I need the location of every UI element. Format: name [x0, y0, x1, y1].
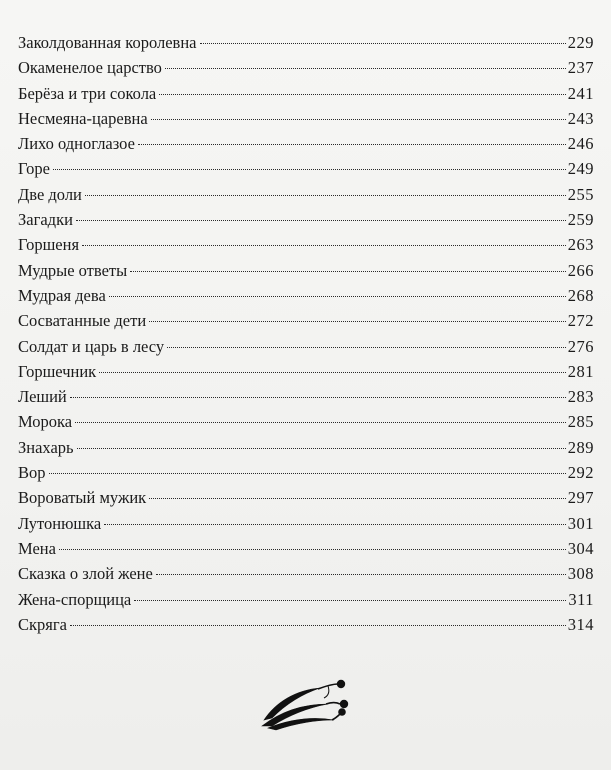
toc-entry[interactable] [18, 283, 594, 308]
toc-entry-page: 241 [567, 83, 594, 103]
dot-leader [59, 549, 566, 550]
dot-leader [76, 220, 566, 221]
toc-entry-title: Сказка о злой жене [18, 564, 153, 584]
toc-entry[interactable] [18, 207, 594, 232]
dot-leader [70, 625, 566, 626]
toc-entry[interactable] [18, 156, 594, 181]
toc-entry-page: 249 [567, 159, 594, 179]
toc-entry-title: Загадки [18, 210, 73, 230]
toc-entry-page: 255 [567, 184, 594, 204]
dot-leader [200, 43, 566, 44]
dot-leader [149, 498, 566, 499]
toc-entry[interactable] [18, 106, 594, 131]
toc-entry-page: 243 [567, 108, 594, 128]
dot-leader [167, 347, 566, 348]
toc-entry-title: Морока [18, 412, 73, 432]
dot-leader [75, 422, 566, 423]
toc-entry-page: 314 [567, 614, 594, 634]
toc-entry-title: Скряга [18, 614, 67, 634]
toc-entry-page: 297 [567, 488, 594, 508]
toc-entry-page: 285 [567, 412, 594, 432]
dot-leader [134, 600, 566, 601]
toc-entry-title: Сосватанные дети [18, 311, 147, 331]
toc-entry-page: 311 [568, 589, 594, 609]
toc-entry-page: 268 [567, 285, 594, 305]
toc-entry[interactable] [18, 30, 594, 55]
toc-entry[interactable] [18, 308, 594, 333]
toc-entry[interactable] [18, 587, 594, 612]
dot-leader [99, 372, 566, 373]
dot-leader [49, 473, 566, 474]
toc-entry-title: Солдат и царь в лесу [18, 336, 165, 356]
dot-leader [165, 68, 566, 69]
table-of-contents [18, 30, 594, 637]
toc-entry[interactable] [18, 561, 594, 586]
dot-leader [138, 144, 566, 145]
toc-entry-page: 246 [567, 134, 594, 154]
toc-entry[interactable] [18, 131, 594, 156]
dot-leader [53, 169, 566, 170]
toc-entry-page: 263 [567, 235, 594, 255]
toc-entry-title: Две доли [18, 184, 82, 204]
toc-entry-page: 259 [567, 210, 594, 230]
toc-entry[interactable] [18, 409, 594, 434]
toc-entry[interactable] [18, 334, 594, 359]
dot-leader [149, 321, 566, 322]
dot-leader [70, 397, 566, 398]
toc-entry[interactable] [18, 435, 594, 460]
toc-entry-page: 292 [567, 463, 594, 483]
dot-leader [82, 245, 566, 246]
toc-entry-title: Заколдованная королевна [18, 33, 197, 52]
toc-entry-page: 281 [567, 361, 594, 381]
toc-entry-title: Вор [18, 463, 46, 483]
toc-entry[interactable] [18, 359, 594, 384]
dot-leader [85, 195, 566, 196]
toc-entry-title: Вороватый мужик [18, 488, 147, 508]
toc-entry-title: Окаменелое царство [18, 58, 162, 78]
toc-entry-page: 266 [567, 260, 594, 280]
dot-leader [104, 524, 566, 525]
toc-entry-title: Горшечник [18, 361, 97, 381]
toc-entry-page: 308 [567, 564, 594, 584]
toc-entry-page: 229 [567, 33, 594, 52]
toc-entry-title: Берёза и три сокола [18, 83, 157, 103]
toc-entry-title: Мудрые ответы [18, 260, 128, 280]
toc-entry-title: Лихо одноглазое [18, 134, 135, 154]
toc-entry[interactable] [18, 384, 594, 409]
toc-entry[interactable] [18, 485, 594, 510]
toc-entry-title: Горшеня [18, 235, 80, 255]
toc-entry-title: Лутонюшка [18, 513, 102, 533]
toc-entry-title: Жена-спорщица [18, 589, 132, 609]
toc-entry-title: Знахарь [18, 437, 74, 457]
toc-entry-title: Горе [18, 159, 50, 179]
toc-entry-page: 276 [567, 336, 594, 356]
toc-entry[interactable] [18, 460, 594, 485]
toc-entry[interactable] [18, 55, 594, 80]
toc-entry[interactable] [18, 258, 594, 283]
dot-leader [151, 119, 566, 120]
toc-entry-page: 289 [567, 437, 594, 457]
toc-entry[interactable] [18, 182, 594, 207]
toc-entry[interactable] [18, 536, 594, 561]
toc-entry-title: Мена [18, 538, 56, 558]
toc-entry-page: 283 [567, 387, 594, 407]
toc-entry[interactable] [18, 612, 594, 637]
toc-entry-page: 237 [567, 58, 594, 78]
toc-entry-page: 304 [567, 538, 594, 558]
dot-leader [159, 94, 565, 95]
floral-vignette-icon [258, 676, 354, 732]
toc-entry[interactable] [18, 81, 594, 106]
dot-leader [109, 296, 566, 297]
dot-leader [77, 448, 566, 449]
dot-leader [130, 271, 566, 272]
toc-entry-title: Леший [18, 387, 67, 407]
toc-entry-title: Мудрая дева [18, 285, 106, 305]
toc-entry[interactable] [18, 511, 594, 536]
dot-leader [156, 574, 566, 575]
toc-entry-page: 301 [567, 513, 594, 533]
toc-entry-page: 272 [567, 311, 594, 331]
toc-entry-title: Несмеяна-царевна [18, 108, 148, 128]
toc-entry[interactable] [18, 232, 594, 257]
